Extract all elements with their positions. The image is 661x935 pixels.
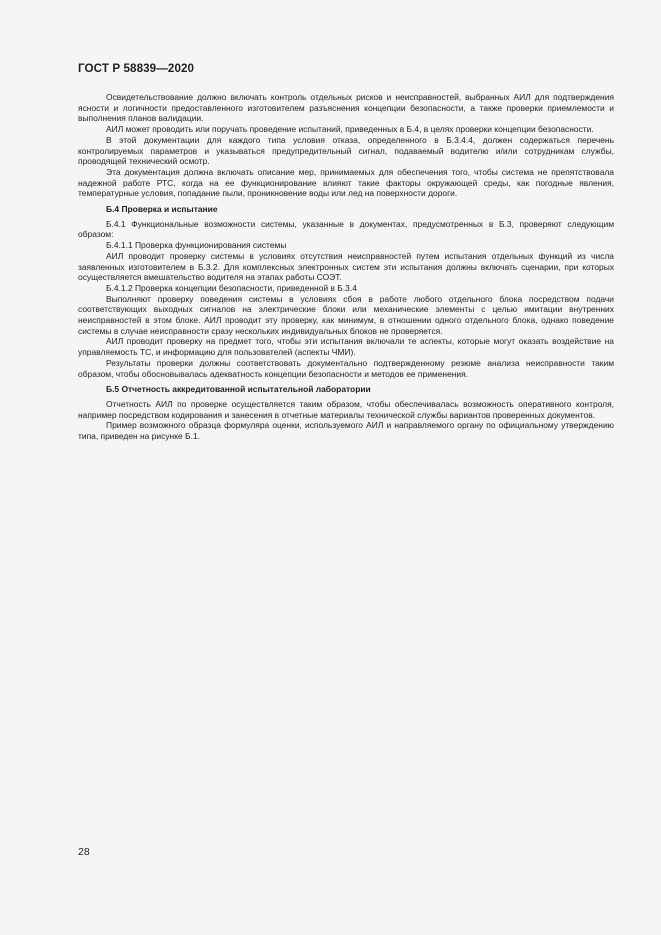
paragraph: Б.4.1.1 Проверка функционирования системы <box>106 240 287 251</box>
section-heading-b4: Б.4 Проверка и испытание <box>106 204 218 215</box>
paragraph: Освидетельствование должно включать контроль отдельных рисков и неисправностей, выбранных АИЛ для подтверждения ясности и логичности предоставленного изготовителем разъяснения концепции безопасности, а также проверки приемлемости и выполнения планов валидации. <box>78 92 614 124</box>
paragraph: АИЛ может проводить или поручать проведение испытаний, приведенных в Б.4, в целях проверки концепции безопасности. <box>106 124 594 135</box>
page-number: 28 <box>78 846 90 858</box>
paragraph: Выполняют проверку поведения системы в условиях сбоя в работе любого отдельного блока посредством подачи соответствующих выходных сигналов на электрические блоки или механические элементы с целью имитации внутренних неисправностей в этом блоке. АИЛ проводит эту проверку, как минимум, в отношении одного отдельного блока, однако поведение системы в случае неисправности сразу нескольких индивидуальных блоков не проверяется. <box>78 293 614 336</box>
paragraph: В этой документации для каждого типа условия отказа, определенного в Б.3.4.4, должен содержаться перечень контролируемых параметров и указываться предупредительный сигнал, подаваемый водителю и/или сотрудникам службы, проводящей технический осмотр. <box>78 134 614 167</box>
paragraph: Пример возможного образца формуляра оценки, используемого АИЛ и направляемого органу по официальному утверждению типа, приведен на рисунке Б.1. <box>78 420 614 442</box>
paragraph: Отчетность АИЛ по проверке осуществляется таким образом, чтобы обеспечивалась возможность оперативного контроля, например посредством кодирования и занесения в отчетные материалы технической службы вариантов проверенных документов. <box>78 398 614 420</box>
document-code: ГОСТ Р 58839—2020 <box>78 62 195 75</box>
paragraph: Б.4.1 Функциональные возможности системы, указанные в документах, предусмотренных в Б.3, проверяют следующим образом: <box>78 218 614 240</box>
section-heading-b5: Б.5 Отчетность аккредитованной испытательной лаборатории <box>106 384 371 395</box>
paragraph: Б.4.1.2 Проверка концепции безопасности, приведенной в Б.3.4 <box>106 282 357 293</box>
paragraph: АИЛ проводит проверку системы в условиях отсутствия неисправностей путем испытания отдельных функций из числа заявленных изготовителем в Б.3.2. Для комплексных электронных систем эти испытания должны включать сценарии, при которых осуществляется вмешательство водителя на этапах работы СОЭТ. <box>78 250 614 283</box>
paragraph: АИЛ проводит проверку на предмет того, чтобы эти испытания включали те аспекты, которые могут оказать воздействие на управляемость ТС, и информацию для пользователей (аспекты ЧМИ). <box>78 336 614 358</box>
paragraph: Результаты проверки должны соответствовать документально подтвержденному резюме анализа неисправности таким образом, чтобы обосновывалась адекватность концепции безопасности и методов ее применения. <box>78 357 614 379</box>
paragraph: Эта документация должна включать описание мер, принимаемых для обеспечения того, чтобы система не препятствовала надежной работе РТС, когда на ее функционирование влияют такие факторы окружающей среды, как погодные явления, температурные условия, попадание пыли, проникновение воды или лед на поверхности дороги. <box>78 166 614 199</box>
body-text <box>78 92 614 442</box>
